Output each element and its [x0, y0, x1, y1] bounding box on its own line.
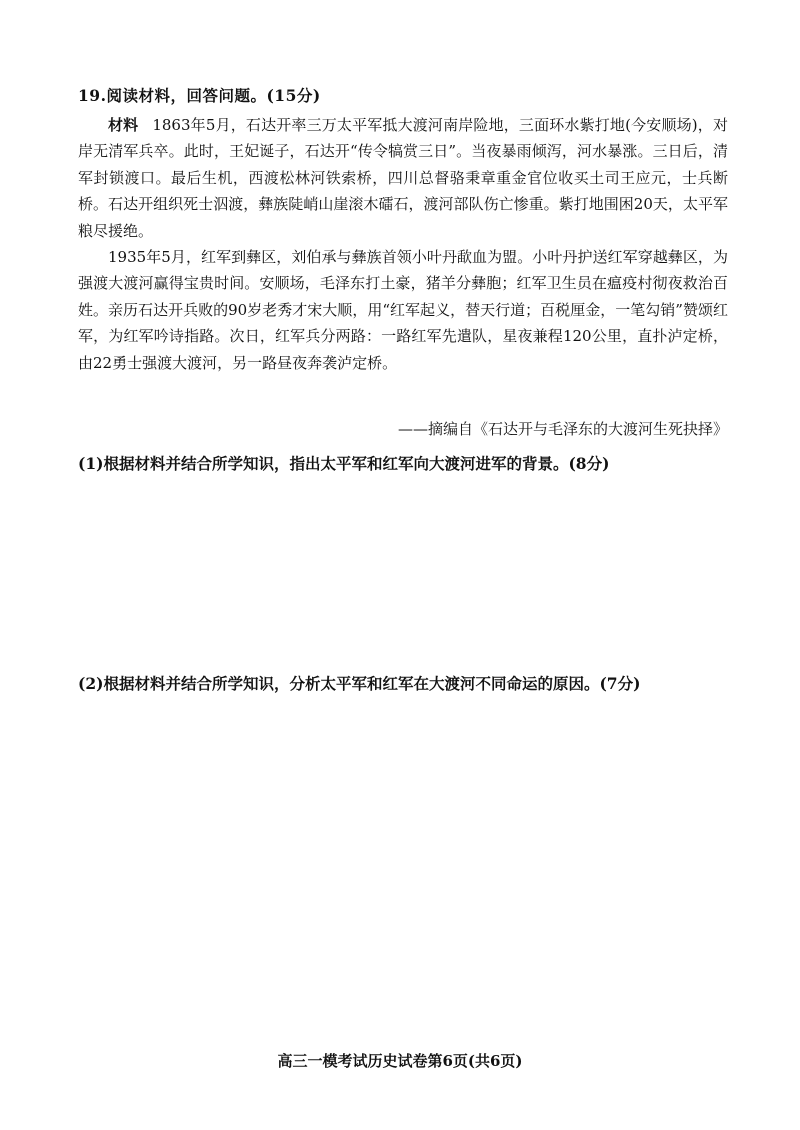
- material-block: [78, 112, 728, 376]
- question-title: [78, 84, 321, 106]
- material-paragraph-2: 1935年5月，红军到彝区，刘伯承与彝族首领小叶丹歃血为盟。小叶丹护送红军穿越彝区，为强渡大渡河赢得宝贵时间。安顺场，毛泽东打土豪，猪羊分彝胞；红军卫生员在瘟疫村彻夜救治百姓。亲历石达开兵败的90岁老秀才宋大顺，用“红军起义，替天行道；百税厘金，一笔勾销”赞颂红军，为红军吟诗指路。次日，红军兵分两路：一路红军先遣队，星夜兼程120公里，直扑泸定桥，由22勇士强渡大渡河，另一路昼夜奔袭泸定桥。: [78, 248, 728, 372]
- sub-question-1: (1)根据材料并结合所学知识，指出太平军和红军向大渡河进军的背景。(8分): [78, 454, 610, 473]
- page-footer: 高三一模考试历史试卷第6页(共6页): [277, 1052, 523, 1070]
- sub-question-2: (2)根据材料并结合所学知识，分析太平军和红军在大渡河不同命运的原因。(7分): [78, 674, 641, 693]
- answer-area-1[interactable]: [78, 480, 728, 660]
- answer-area-2[interactable]: [78, 700, 728, 1020]
- material-paragraph-1: [78, 112, 728, 244]
- material-label: 材料: [108, 116, 139, 134]
- material-source: ——摘编自《石达开与毛泽东的大渡河生死抉择》: [397, 420, 728, 438]
- material-paragraph-1-text: 1863年5月，石达开率三万太平军抵大渡河南岸险地，三面环水紫打地(今安顺场)，对岸无清军兵卒。此时，王妃诞子，石达开“传令犒赏三日”。当夜暴雨倾泻，河水暴涨。三日后，清军封锁渡口。最后生机，西渡松林河铁索桥，四川总督骆秉章重金官位收买土司王应元，士兵断桥。石达开组织死士泅渡，彝族陡峭山崖滚木礌石，渡河部队伤亡惨重。紫打地围困20天，太平军粮尽援绝。: [78, 116, 728, 240]
- question-title-text: 阅读材料，回答问题。(15分): [106, 86, 321, 105]
- question-number: 19.: [78, 86, 107, 105]
